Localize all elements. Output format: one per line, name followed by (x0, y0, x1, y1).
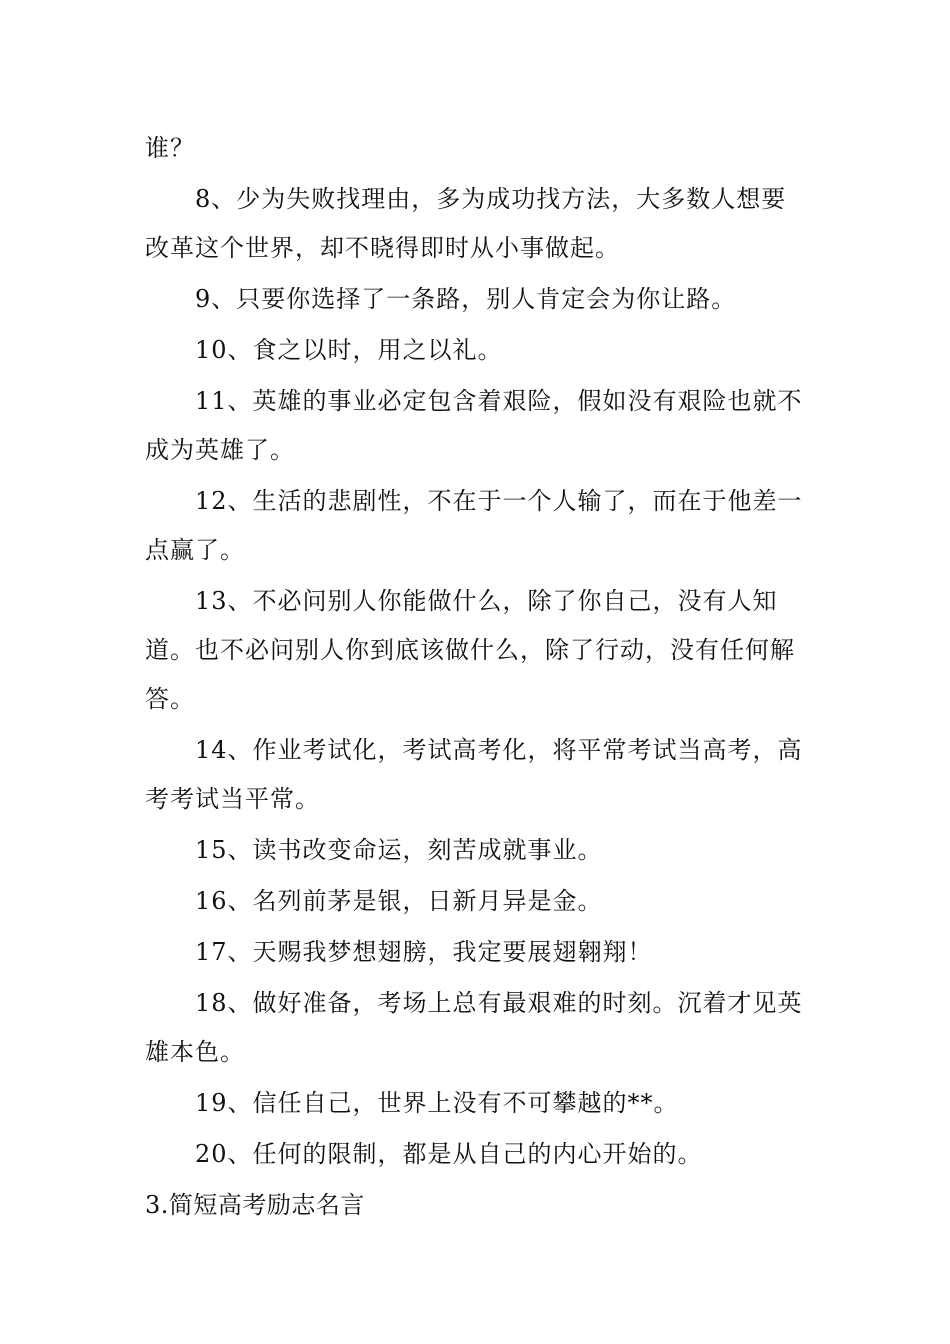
quote-item-19: 19、信任自己，世界上没有不可攀越的**。 (195, 1089, 679, 1117)
document-body (145, 124, 810, 1230)
quote-item-18: 18、做好准备，考场上总有最艰难的时刻。沉着才见英雄本色。 (145, 989, 803, 1066)
quote-item-15: 15、读书改变命运，刻苦成就事业。 (195, 836, 603, 864)
quote-item-10: 10、食之以时，用之以礼。 (195, 336, 503, 364)
section-heading: 3.简短高考励志名言 (145, 1191, 365, 1219)
quote-item-14: 14、作业考试化，考试高考化，将平常考试当高考，高考考试当平常。 (145, 736, 803, 813)
quote-item-11: 11、英雄的事业必定包含着艰险，假如没有艰险也就不成为英雄了。 (145, 387, 803, 464)
quote-item-20: 20、任何的限制，都是从自己的内心开始的。 (195, 1140, 703, 1168)
continuation-text: 谁？ (145, 134, 195, 162)
quote-item-12: 12、生活的悲剧性，不在于一个人输了，而在于他差一点赢了。 (145, 487, 803, 564)
quote-item-13: 13、不必问别人你能做什么，除了你自己，没有人知道。也不必问别人你到底该做什么，除了行动，没有任何解答。 (145, 587, 795, 713)
quote-item-17: 17、天赐我梦想翅膀，我定要展翅翱翔！ (195, 938, 653, 966)
quote-item-8: 8、少为失败找理由，多为成功找方法，大多数人想要改革这个世界，却不晓得即时从小事做起。 (145, 185, 787, 262)
quote-item-16: 16、名列前茅是银，日新月异是金。 (195, 887, 603, 915)
quote-item-9: 9、只要你选择了一条路，别人肯定会为你让路。 (195, 285, 737, 313)
